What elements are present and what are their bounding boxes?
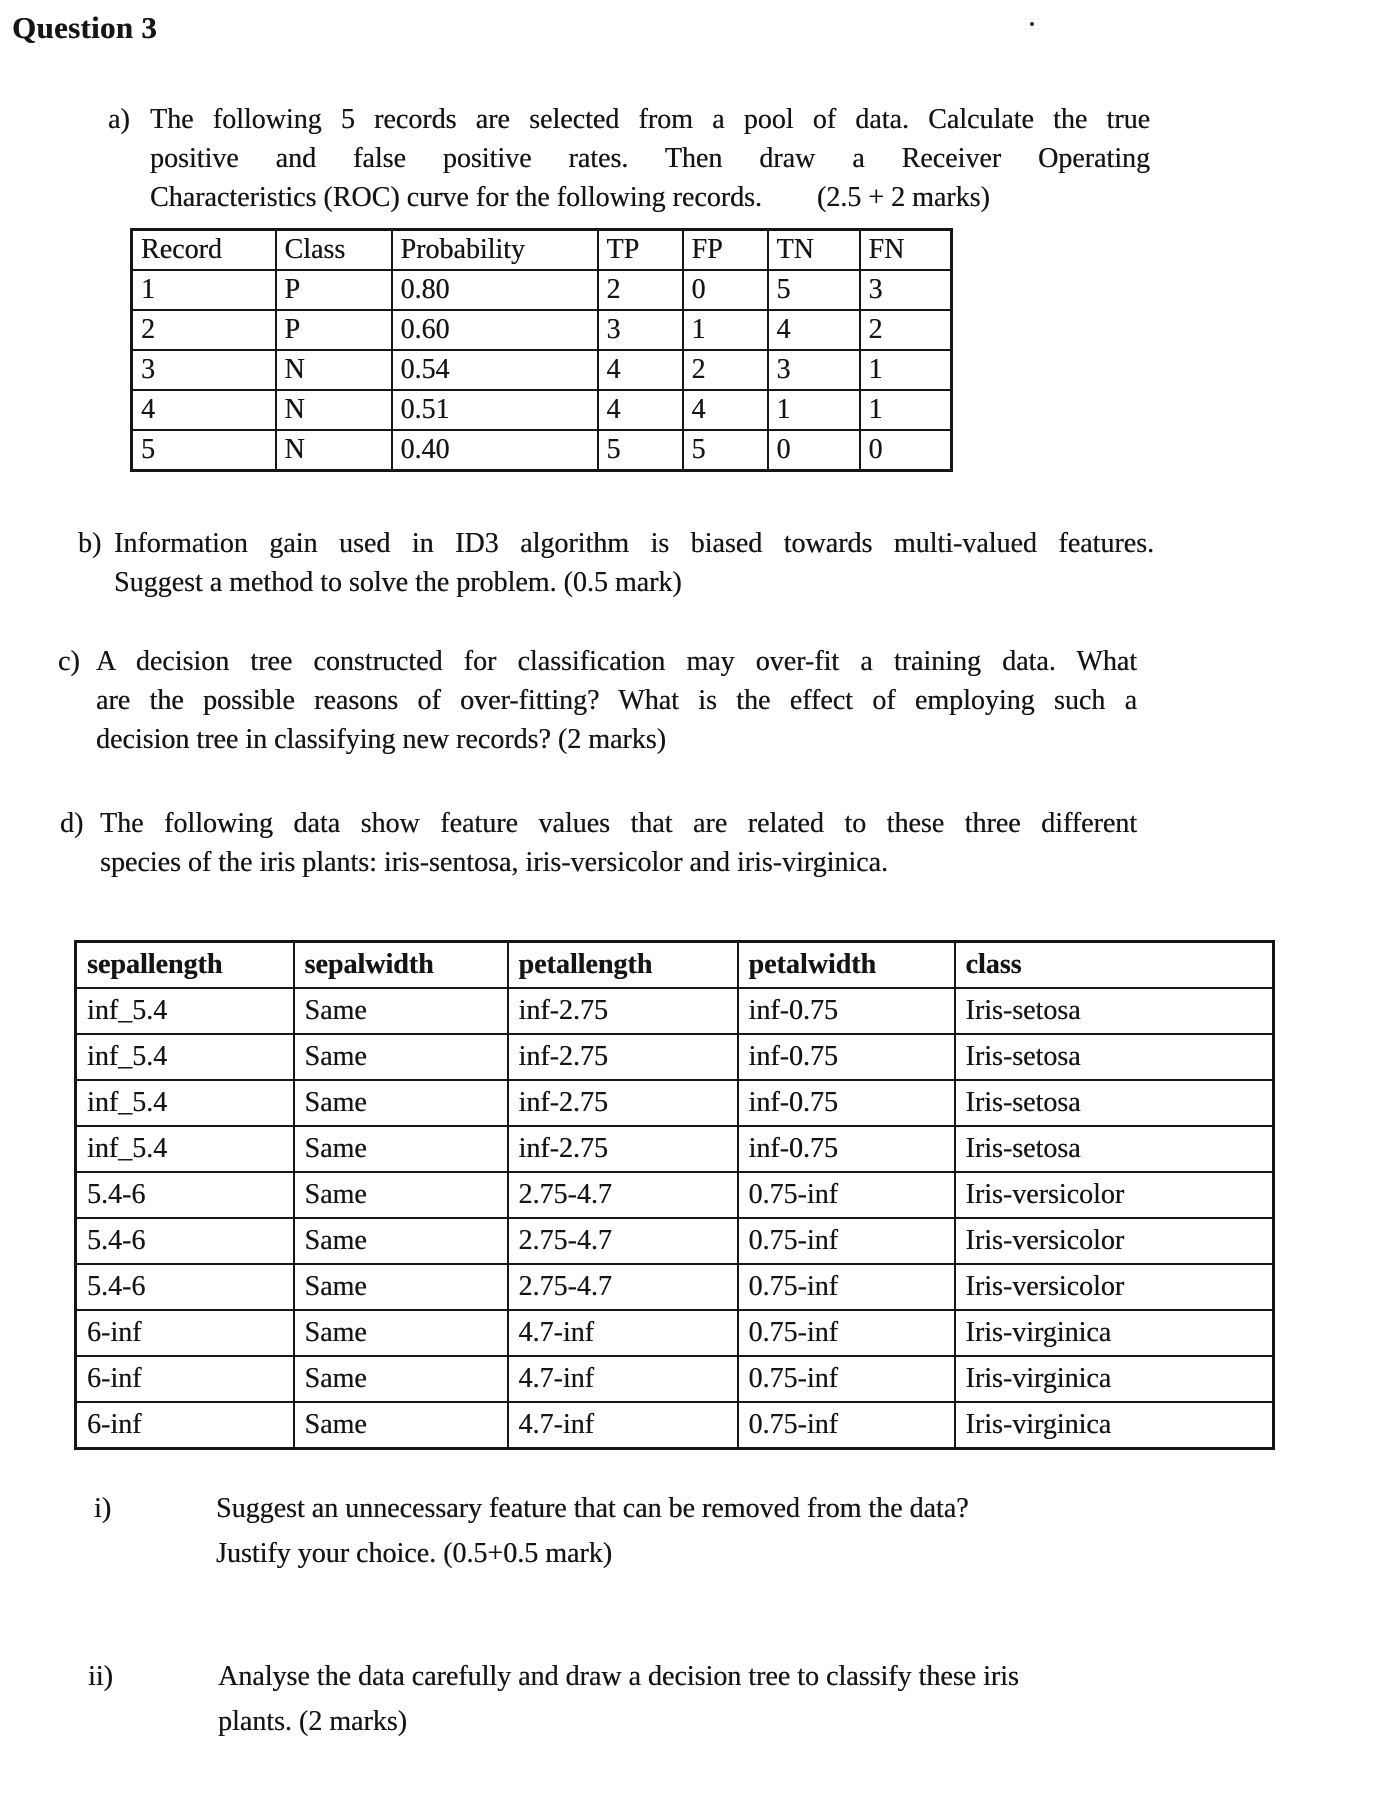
- table-row: [76, 1126, 1274, 1172]
- table-cell: Iris-versicolor: [955, 1218, 1274, 1264]
- header-row: [76, 942, 1274, 989]
- table-cell: 0.75-inf: [738, 1264, 955, 1310]
- table-cell: 2: [683, 350, 768, 390]
- table-cell: 2: [598, 270, 683, 310]
- table-cell: N: [276, 430, 392, 471]
- table-cell: 0: [683, 270, 768, 310]
- table-cell: inf-2.75: [508, 988, 738, 1034]
- table-cell: N: [276, 350, 392, 390]
- column-header: TP: [598, 230, 683, 271]
- part-b-text: [114, 524, 1154, 602]
- table-cell: 0.80: [392, 270, 598, 310]
- table-cell: 2: [132, 310, 276, 350]
- table-cell: 3: [598, 310, 683, 350]
- table-cell: inf-2.75: [508, 1126, 738, 1172]
- table-row: [76, 1264, 1274, 1310]
- table-cell: Iris-setosa: [955, 1126, 1274, 1172]
- part-c-line-3: decision tree in classifying new records? (2 marks): [96, 724, 666, 755]
- table-row: [76, 1310, 1274, 1356]
- table-cell: 5: [132, 430, 276, 471]
- column-header: FP: [683, 230, 768, 271]
- table-row: [76, 1402, 1274, 1449]
- table-cell: 4: [598, 390, 683, 430]
- table-cell: Same: [294, 988, 508, 1034]
- table-cell: 0: [860, 430, 952, 471]
- table-cell: 3: [768, 350, 860, 390]
- table-cell: N: [276, 390, 392, 430]
- table-cell: 0.54: [392, 350, 598, 390]
- part-c-label: c): [58, 646, 80, 677]
- table-cell: 1: [683, 310, 768, 350]
- table-cell: Iris-virginica: [955, 1356, 1274, 1402]
- table-cell: inf_5.4: [76, 988, 294, 1034]
- table-row: [76, 1172, 1274, 1218]
- part-ii-line-2: plants. (2 marks): [218, 1706, 407, 1737]
- column-header: TN: [768, 230, 860, 271]
- table-cell: Iris-versicolor: [955, 1172, 1274, 1218]
- column-header: petallength: [508, 942, 738, 989]
- table-cell: P: [276, 310, 392, 350]
- table-cell: 6-inf: [76, 1356, 294, 1402]
- table-cell: inf-0.75: [738, 1034, 955, 1080]
- table-cell: 5: [598, 430, 683, 471]
- table-cell: 0.75-inf: [738, 1172, 955, 1218]
- part-b-label: b): [78, 528, 102, 559]
- table-cell: 4: [768, 310, 860, 350]
- table-cell: inf-2.75: [508, 1034, 738, 1080]
- column-header: sepalwidth: [294, 942, 508, 989]
- table-cell: 0.75-inf: [738, 1356, 955, 1402]
- table-cell: 6-inf: [76, 1310, 294, 1356]
- table-cell: inf-0.75: [738, 1080, 955, 1126]
- table-cell: 0.75-inf: [738, 1310, 955, 1356]
- table-cell: inf_5.4: [76, 1080, 294, 1126]
- table-cell: inf-0.75: [738, 1126, 955, 1172]
- table-cell: P: [276, 270, 392, 310]
- part-a-line-1: The following 5 records are selected from a pool of data. Calculate the true: [150, 104, 1150, 135]
- part-a-line-2: positive and false positive rates. Then draw a Receiver Operating: [150, 143, 1150, 174]
- table-cell: 2.75-4.7: [508, 1172, 738, 1218]
- part-b-line-1: Information gain used in ID3 algorithm is biased towards multi-valued features.: [114, 528, 1154, 559]
- part-a-label: a): [108, 104, 130, 135]
- part-i-text: [216, 1486, 1216, 1576]
- part-d-line-2: species of the iris plants: iris-sentosa, iris-versicolor and iris-virginica.: [100, 847, 888, 878]
- table-row: [76, 1034, 1274, 1080]
- table-cell: 2: [860, 310, 952, 350]
- table-cell: 0.75-inf: [738, 1402, 955, 1449]
- table-cell: Same: [294, 1080, 508, 1126]
- part-i-label: i): [94, 1493, 112, 1524]
- column-header: Class: [276, 230, 392, 271]
- part-d-line-1: The following data show feature values that are related to these three different: [100, 808, 1137, 839]
- part-ii-line-1: Analyse the data carefully and draw a decision tree to classify these iris: [218, 1661, 1019, 1692]
- table-cell: Iris-virginica: [955, 1402, 1274, 1449]
- table-cell: Same: [294, 1264, 508, 1310]
- roc-records-table: [130, 228, 953, 472]
- part-d-label: d): [60, 808, 84, 839]
- part-ii-label: ii): [88, 1661, 113, 1692]
- table-cell: 0.51: [392, 390, 598, 430]
- table-cell: Iris-virginica: [955, 1310, 1274, 1356]
- table-cell: 1: [860, 390, 952, 430]
- part-c-line-1: A decision tree constructed for classification may over-fit a training data. What: [96, 646, 1137, 677]
- table-cell: 4.7-inf: [508, 1356, 738, 1402]
- part-c-text: [96, 642, 1137, 759]
- table-cell: Iris-versicolor: [955, 1264, 1274, 1310]
- column-header: sepallength: [76, 942, 294, 989]
- table-cell: 2.75-4.7: [508, 1218, 738, 1264]
- part-c-line-2: are the possible reasons of over-fitting? What is the effect of employing such a: [96, 685, 1137, 716]
- column-header: FN: [860, 230, 952, 271]
- table-cell: 1: [768, 390, 860, 430]
- table-row: [132, 350, 952, 390]
- part-i-line-2: Justify your choice. (0.5+0.5 mark): [216, 1538, 613, 1569]
- table-cell: 4: [132, 390, 276, 430]
- column-header: class: [955, 942, 1274, 989]
- part-a-line-3-text: Characteristics (ROC) curve for the following records.: [150, 182, 762, 213]
- table-cell: 2.75-4.7: [508, 1264, 738, 1310]
- table-cell: 3: [132, 350, 276, 390]
- table-cell: Iris-setosa: [955, 1080, 1274, 1126]
- part-ii-text: [218, 1654, 1218, 1744]
- table-cell: 5: [768, 270, 860, 310]
- table-cell: 4: [683, 390, 768, 430]
- table-cell: Same: [294, 1218, 508, 1264]
- part-i-line-1: Suggest an unnecessary feature that can be removed from the data?: [216, 1493, 969, 1524]
- table-cell: Same: [294, 1310, 508, 1356]
- table-cell: 5.4-6: [76, 1264, 294, 1310]
- table-cell: 0.75-inf: [738, 1218, 955, 1264]
- table-row: [132, 390, 952, 430]
- table-cell: Same: [294, 1034, 508, 1080]
- table-cell: 1: [132, 270, 276, 310]
- table-cell: inf_5.4: [76, 1034, 294, 1080]
- table-row: [76, 988, 1274, 1034]
- table-cell: 4.7-inf: [508, 1402, 738, 1449]
- column-header: Record: [132, 230, 276, 271]
- part-d-text: [100, 804, 1137, 882]
- table-cell: Iris-setosa: [955, 988, 1274, 1034]
- table-cell: 4.7-inf: [508, 1310, 738, 1356]
- table-cell: 5: [683, 430, 768, 471]
- table-row: [76, 1218, 1274, 1264]
- table-cell: inf_5.4: [76, 1126, 294, 1172]
- table-cell: 5.4-6: [76, 1172, 294, 1218]
- iris-features-table: [74, 940, 1275, 1450]
- part-a-text: [150, 100, 1150, 217]
- part-a-line-3: [150, 178, 1150, 217]
- table-row: [132, 430, 952, 471]
- column-header: Probability: [392, 230, 598, 271]
- table-row: [76, 1080, 1274, 1126]
- table-cell: inf-2.75: [508, 1080, 738, 1126]
- table-row: [132, 310, 952, 350]
- table-row: [76, 1356, 1274, 1402]
- table-cell: 5.4-6: [76, 1218, 294, 1264]
- header-row: [132, 230, 952, 271]
- table-cell: 3: [860, 270, 952, 310]
- table-cell: Same: [294, 1402, 508, 1449]
- table-cell: 6-inf: [76, 1402, 294, 1449]
- question-title: Question 3: [12, 10, 158, 45]
- part-b-line-2: Suggest a method to solve the problem. (0.5 mark): [114, 567, 682, 598]
- table-cell: 1: [860, 350, 952, 390]
- part-a-marks: (2.5 + 2 marks): [816, 182, 990, 213]
- table-cell: Same: [294, 1126, 508, 1172]
- table-cell: 0: [768, 430, 860, 471]
- table-row: [132, 270, 952, 310]
- table-cell: inf-0.75: [738, 988, 955, 1034]
- table-cell: Iris-setosa: [955, 1034, 1274, 1080]
- table-cell: 4: [598, 350, 683, 390]
- table-cell: Same: [294, 1172, 508, 1218]
- scan-speck: [1030, 22, 1034, 26]
- column-header: petalwidth: [738, 942, 955, 989]
- table-cell: 0.60: [392, 310, 598, 350]
- table-cell: Same: [294, 1356, 508, 1402]
- table-cell: 0.40: [392, 430, 598, 471]
